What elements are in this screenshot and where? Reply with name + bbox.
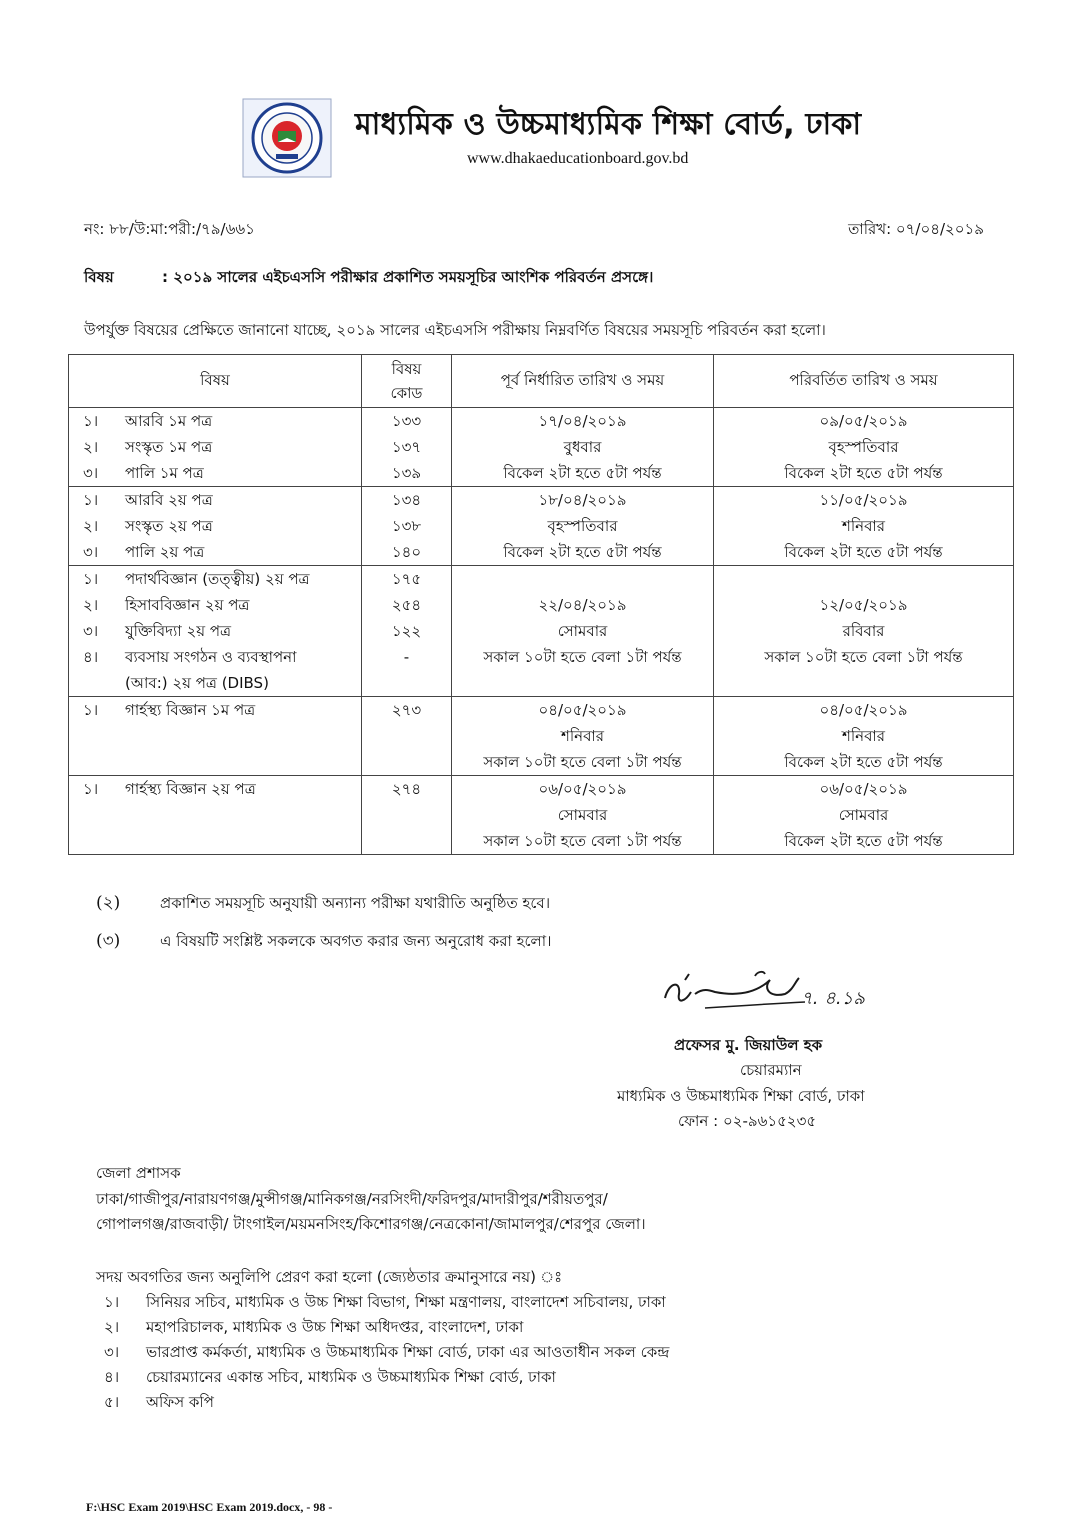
previous-schedule-cell-line: ০৪/০৫/২০১৯: [538, 701, 627, 719]
subject-number: ১।: [83, 491, 99, 509]
copy-item-number: ২।: [104, 1318, 120, 1336]
subject-entry: [69, 644, 361, 670]
code-cell-line: ১২২: [391, 622, 422, 640]
table-row: [69, 776, 1014, 855]
copy-item: [104, 1316, 523, 1341]
code-cell: [362, 487, 452, 566]
previous-schedule-cell: [452, 487, 714, 566]
changed-schedule-cell-line: [714, 670, 1013, 696]
intro-text: উপর্যুক্ত বিষয়ের প্রেক্ষিতে জানানো যাচ্ছে, ২০১৯ সালের এইচএসসি পরীক্ষায় নিম্নবর্ণিত বিষয়ের সময়সূচি পরিবর্তন করা হলো।: [84, 321, 826, 339]
copy-item-text: অফিস কপি: [146, 1393, 214, 1411]
changed-schedule-cell-line: [714, 566, 1013, 592]
previous-schedule-cell-line: সকাল ১০টা হতে বেলা ১টা পর্যন্ত: [483, 832, 682, 850]
code-cell-line: ২৭৩: [391, 701, 422, 719]
subject-number: ২।: [83, 596, 99, 614]
subject-entry: [69, 749, 361, 775]
copy-item-text: সিনিয়র সচিব, মাধ্যমিক ও উচ্চ শিক্ষা বিভাগ, শিক্ষা মন্ত্রণালয়, বাংলাদেশ সচিবালয়, ঢাকা: [146, 1293, 666, 1311]
subject-number: ৩।: [83, 543, 99, 561]
signatory-designation: চেয়ারম্যান: [740, 1061, 802, 1079]
subject-entry: [69, 566, 361, 592]
changed-schedule-cell-line: শনিবার: [841, 727, 886, 745]
subject-number: ১।: [83, 570, 99, 588]
copy-item-text: মহাপরিচালক, মাধ্যমিক ও উচ্চ শিক্ষা অধিদপ্তর, বাংলাদেশ, ঢাকা: [146, 1318, 524, 1336]
code-cell-line: ১৭৫: [391, 570, 422, 588]
subject-entry: [69, 408, 361, 434]
code-cell-line: [362, 723, 451, 749]
subject-number: ২।: [83, 517, 99, 535]
code-cell-line: ১৩৭: [391, 438, 422, 456]
previous-schedule-cell-line: সকাল ১০টা হতে বেলা ১টা পর্যন্ত: [483, 648, 682, 666]
changed-schedule-cell-line: বিকেল ২টা হতে ৫টা পর্যন্ত: [784, 543, 943, 561]
copies-heading: সদয় অবগতির জন্য অনুলিপি প্রেরণ করা হলো (জ্যেষ্ঠতার ক্রমানুসারে নয়) ঃ: [96, 1268, 563, 1286]
code-cell: [362, 566, 452, 697]
note-2: [96, 890, 550, 918]
changed-schedule-cell: [714, 776, 1014, 855]
copy-item-text: ভারপ্রাপ্ত কর্মকর্তা, মাধ্যমিক ও উচ্চমাধ্যমিক শিক্ষা বোর্ড, ঢাকা এর আওতাধীন সকল কেন্দ্র: [146, 1343, 670, 1361]
previous-schedule-cell-line: বুধবার: [563, 438, 602, 456]
code-cell-line: ২৫৪: [391, 596, 422, 614]
subject-number: ১।: [83, 412, 99, 430]
previous-schedule-cell-line: বৃহস্পতিবার: [547, 517, 618, 535]
subject-cell: [69, 566, 362, 697]
header-changed: পরিবর্তিত তারিখ ও সময়: [714, 355, 1014, 408]
changed-schedule-cell-line: সকাল ১০টা হতে বেলা ১টা পর্যন্ত: [764, 648, 963, 666]
subject-entry: [69, 723, 361, 749]
copy-item-text: চেয়ারম্যানের একান্ত সচিব, মাধ্যমিক ও উচ্চমাধ্যমিক শিক্ষা বোর্ড, ঢাকা: [146, 1368, 556, 1386]
subject-entry: [69, 460, 361, 486]
previous-schedule-cell-line: [452, 670, 713, 696]
subject-entry: [69, 697, 361, 723]
header-previous: পূর্ব নির্ধারিত তারিখ ও সময়: [452, 355, 714, 408]
subject-number: ১।: [83, 701, 99, 719]
schedule-table: [68, 354, 1014, 855]
previous-schedule-cell-line: শনিবার: [560, 727, 605, 745]
previous-schedule-cell-line: বিকেল ২টা হতে ৫টা পর্যন্ত: [503, 543, 662, 561]
distribution-heading: জেলা প্রশাসক: [96, 1164, 181, 1182]
changed-schedule-cell-line: ১১/০৫/২০১৯: [819, 491, 908, 509]
code-cell-line: ১৩৩: [391, 412, 422, 430]
changed-schedule-cell-line: ০৪/০৫/২০১৯: [819, 701, 908, 719]
code-cell-line: ২৭৪: [391, 780, 422, 798]
subject-name: (আব:) ২য় পত্র (DIBS): [125, 674, 269, 692]
subject-name: আরবি ১ম পত্র: [125, 412, 213, 430]
previous-schedule-cell-line: সোমবার: [557, 622, 608, 640]
table-row: [69, 408, 1014, 487]
code-cell: [362, 697, 452, 776]
code-cell-line: -: [403, 648, 410, 666]
copy-item-number: ৫।: [104, 1393, 120, 1411]
subject-number: ১।: [83, 780, 99, 798]
changed-schedule-cell-line: ০৬/০৫/২০১৯: [819, 780, 908, 798]
subject-text: : ২০১৯ সালের এইচএসসি পরীক্ষার প্রকাশিত সময়সূচির আংশিক পরিবর্তন প্রসঙ্গে।: [162, 268, 654, 286]
signature-date: ৭. ৪.১৯: [801, 988, 865, 1009]
note-3: [96, 928, 551, 956]
previous-schedule-cell: [452, 408, 714, 487]
changed-schedule-cell: [714, 408, 1014, 487]
header-code: [362, 355, 452, 408]
signatory-phone: ফোন : ০২-৯৬১৫২৩৫: [678, 1112, 817, 1130]
code-cell-line: ১৪০: [391, 543, 422, 561]
code-cell-line: [362, 828, 451, 854]
changed-schedule-cell-line: বিকেল ২টা হতে ৫টা পর্যন্ত: [784, 753, 943, 771]
note-number: (৩): [96, 931, 121, 951]
previous-schedule-cell-line: বিকেল ২টা হতে ৫টা পর্যন্ত: [503, 464, 662, 482]
subject-number: ৪।: [83, 648, 99, 666]
subject-number: ৩।: [83, 464, 99, 482]
note-text: প্রকাশিত সময়সূচি অনুযায়ী অন্যান্য পরীক্ষা যথারীতি অনুষ্ঠিত হবে।: [160, 894, 551, 912]
subject-entry: [69, 513, 361, 539]
copy-item-number: ৩।: [104, 1343, 120, 1361]
memo-date: তারিখ: ০৭/০৪/২০১৯: [848, 220, 984, 238]
changed-schedule-cell-line: রবিবার: [842, 622, 885, 640]
subject-name: সংস্কৃত ১ম পত্র: [125, 438, 213, 456]
signatory-board: মাধ্যমিক ও উচ্চমাধ্যমিক শিক্ষা বোর্ড, ঢাকা: [617, 1087, 865, 1105]
code-cell-line: ১৩৪: [391, 491, 422, 509]
changed-schedule-cell-line: ১২/০৫/২০১৯: [819, 596, 908, 614]
changed-schedule-cell-line: শনিবার: [841, 517, 886, 535]
subject-name: হিসাববিজ্ঞান ২য় পত্র: [125, 596, 250, 614]
note-text: এ বিষয়টি সংশ্লিষ্ট সকলকে অবগত করার জন্য অনুরোধ করা হলো।: [160, 932, 552, 950]
changed-schedule-cell: [714, 697, 1014, 776]
subject-entry: [69, 618, 361, 644]
subject-cell: [69, 408, 362, 487]
previous-schedule-cell-line: ০৬/০৫/২০১৯: [538, 780, 627, 798]
distribution-line: গোপালগঞ্জ/রাজবাড়ী/ টাংগাইল/ময়মনসিংহ/কিশোরগঞ্জ/নেত্রকোনা/জামালপুর/শেরপুর জেলা।: [96, 1215, 646, 1233]
subject-name: পদার্থবিজ্ঞান (তত্ত্বীয়) ২য় পত্র: [125, 570, 310, 588]
memo-number: নং: ৮৮/উ:মা:পরী:/৭৯/৬৬১: [84, 220, 255, 238]
code-cell-line: [362, 670, 451, 696]
code-cell-line: ১৩৯: [391, 464, 422, 482]
board-title: মাধ্যমিক ও উচ্চমাধ্যমিক শিক্ষা বোর্ড, ঢাকা: [355, 107, 862, 142]
subject-name: গার্হস্থ্য বিজ্ঞান ১ম পত্র: [125, 701, 256, 719]
changed-schedule-cell-line: ০৯/০৫/২০১৯: [819, 412, 908, 430]
signatory-name: প্রফেসর মু. জিয়াউল হক: [674, 1036, 823, 1054]
copy-item: [104, 1341, 669, 1366]
table-row: [69, 697, 1014, 776]
distribution-line: ঢাকা/গাজীপুর/নারায়ণগঞ্জ/মুন্সীগঞ্জ/মানিকগঞ্জ/নরসিংদী/ফরিদপুর/মাদারীপুর/শরীয়তপুর/: [96, 1190, 608, 1208]
subject-cell: [69, 776, 362, 855]
code-cell-line: [362, 802, 451, 828]
code-cell-line: [362, 749, 451, 775]
header-code-line1: বিষয়: [391, 360, 422, 378]
previous-schedule-cell-line: সোমবার: [557, 806, 608, 824]
header-subject: বিষয়: [69, 355, 362, 408]
subject-name: আরবি ২য় পত্র: [125, 491, 213, 509]
previous-schedule-cell: [452, 566, 714, 697]
code-cell: [362, 408, 452, 487]
file-path-footer: F:\HSC Exam 2019\HSC Exam 2019.docx, - 98 -: [86, 1500, 333, 1514]
changed-schedule-cell-line: বিকেল ২টা হতে ৫টা পর্যন্ত: [784, 464, 943, 482]
changed-schedule-cell: [714, 487, 1014, 566]
copy-item: [104, 1291, 666, 1316]
copy-item-number: ১।: [104, 1293, 120, 1311]
changed-schedule-cell-line: সোমবার: [838, 806, 889, 824]
subject-line: [84, 266, 653, 291]
copy-item: [104, 1366, 556, 1391]
previous-schedule-cell-line: ২২/০৪/২০১৯: [538, 596, 627, 614]
previous-schedule-cell: [452, 697, 714, 776]
subject-number: ৩।: [83, 622, 99, 640]
header-code-line2: কোড: [390, 384, 423, 402]
copy-item-number: ৪।: [104, 1368, 120, 1386]
previous-schedule-cell-line: [452, 566, 713, 592]
subject-entry: [69, 670, 361, 696]
board-seal-icon: [242, 98, 332, 178]
previous-schedule-cell-line: সকাল ১০টা হতে বেলা ১টা পর্যন্ত: [483, 753, 682, 771]
note-number: (২): [96, 893, 121, 913]
subject-entry: [69, 828, 361, 854]
copy-item: [104, 1391, 214, 1416]
subject-entry: [69, 539, 361, 565]
subject-name: যুক্তিবিদ্যা ২য় পত্র: [125, 622, 232, 640]
subject-entry: [69, 592, 361, 618]
subject-cell: [69, 487, 362, 566]
changed-schedule-cell: [714, 566, 1014, 697]
subject-name: গার্হস্থ্য বিজ্ঞান ২য় পত্র: [125, 780, 256, 798]
code-cell-line: ১৩৮: [391, 517, 422, 535]
board-website: www.dhakaeducationboard.gov.bd: [467, 150, 689, 167]
subject-entry: [69, 776, 361, 802]
changed-schedule-cell-line: বৃহস্পতিবার: [828, 438, 899, 456]
subject-entry: [69, 802, 361, 828]
subject-label: বিষয়: [84, 268, 114, 286]
subject-cell: [69, 697, 362, 776]
table-row: [69, 566, 1014, 697]
subject-name: সংস্কৃত ২য় পত্র: [125, 517, 213, 535]
previous-schedule-cell-line: ১৭/০৪/২০১৯: [538, 412, 627, 430]
changed-schedule-cell-line: বিকেল ২টা হতে ৫টা পর্যন্ত: [784, 832, 943, 850]
subject-name: পালি ১ম পত্র: [125, 464, 204, 482]
table-row: [69, 487, 1014, 566]
subject-number: ২।: [83, 438, 99, 456]
subject-entry: [69, 434, 361, 460]
subject-name: ব্যবসায় সংগঠন ও ব্যবস্থাপনা: [125, 648, 297, 666]
subject-name: পালি ২য় পত্র: [125, 543, 205, 561]
subject-entry: [69, 487, 361, 513]
previous-schedule-cell-line: ১৮/০৪/২০১৯: [538, 491, 627, 509]
handwritten-signature: [645, 968, 895, 1018]
code-cell: [362, 776, 452, 855]
previous-schedule-cell: [452, 776, 714, 855]
table-header-row: [69, 355, 1014, 408]
